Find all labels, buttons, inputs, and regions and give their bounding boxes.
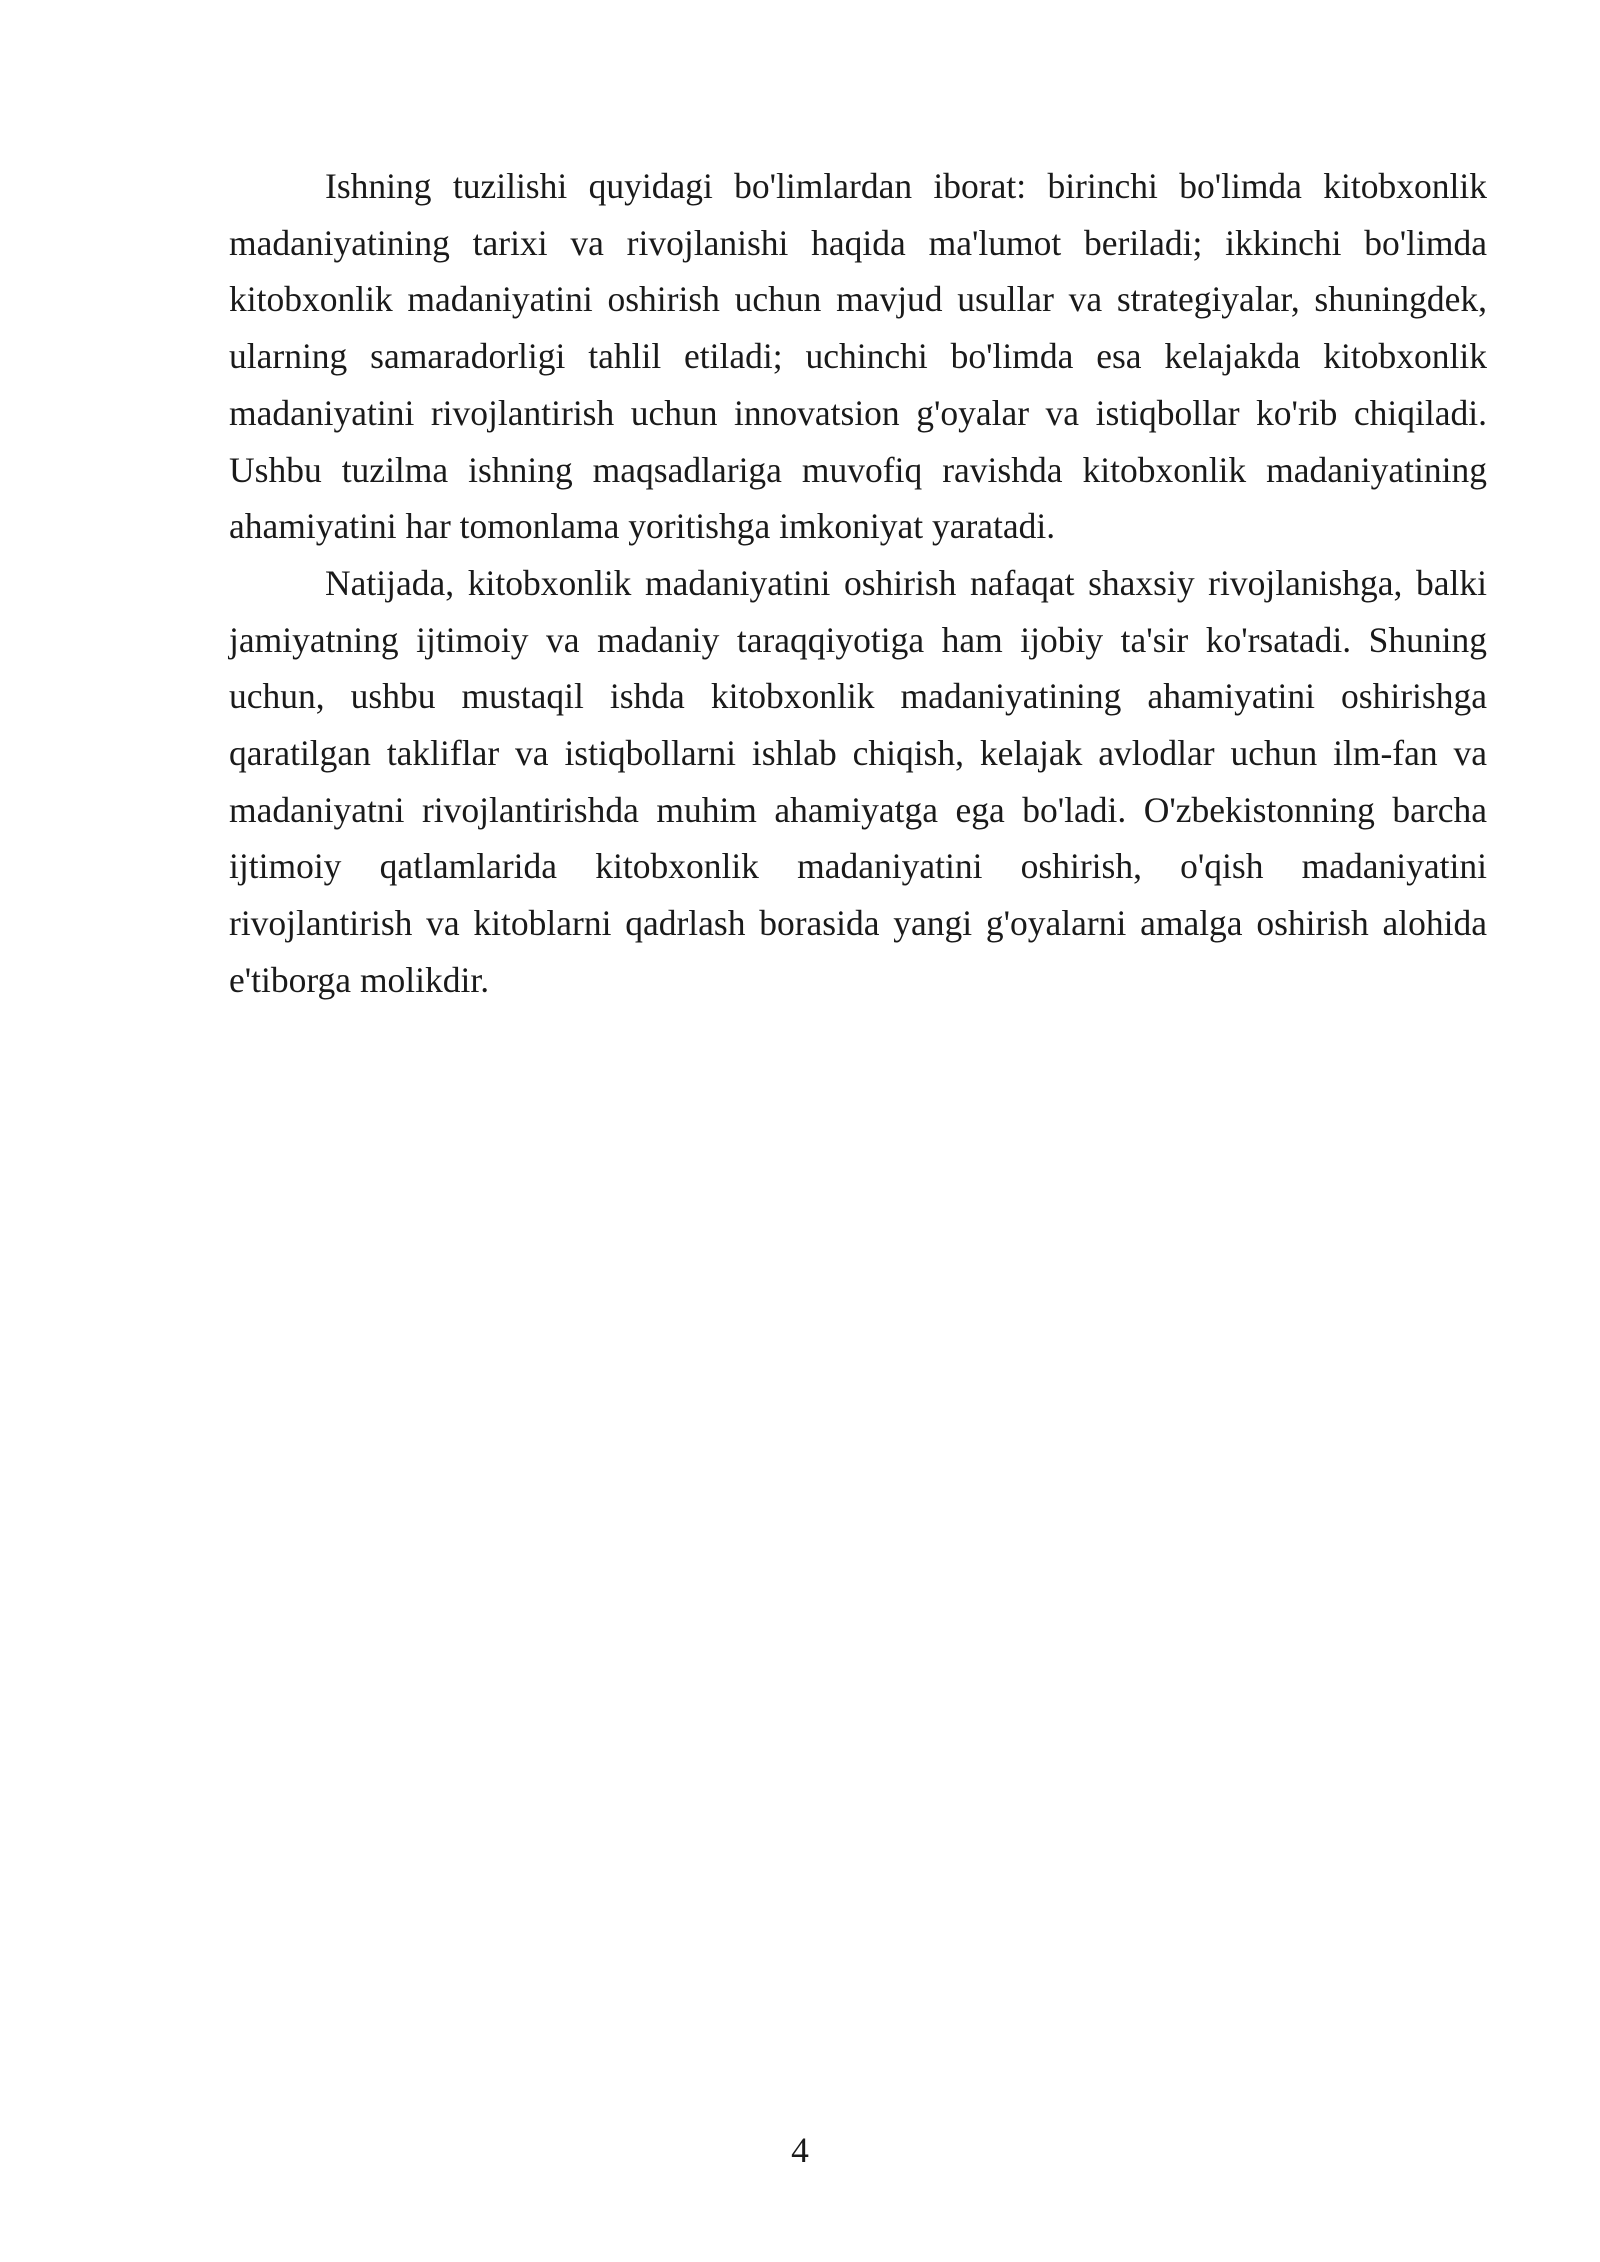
paragraph-conclusion: Natijada, kitobxonlik madaniyatini oshirish nafaqat shaxsiy rivojlanishga, balki jamiyatning ijtimoiy va madaniy taraqqiyotiga ham ijobiy ta'sir ko'rsatadi. Shuning uchun, ushbu mustaqil ishda kitobxonlik madaniyatining ahamiyatini oshirishga qaratilgan takliflar va istiqbollarni ishlab chiqish, kelajak avlodlar uchun ilm-fan va madaniyatni rivojlantirishda muhim ahamiyatga ega bo'ladi. O'zbekistonning barcha ijtimoiy qatlamlarida kitobxonlik madaniyatini oshirish, o'qish madaniyatini rivojlantirish va kitoblarni qadrlash borasida yangi g'oyalarni amalga oshirish alohida e'tiborga molikdir.	[229, 562, 1487, 1000]
body-text	[229, 158, 1487, 1009]
paragraph-structure: Ishning tuzilishi quyidagi bo'limlardan iborat: birinchi bo'limda kitobxonlik madaniyatining tarixi va rivojlanishi haqida ma'lumot beriladi; ikkinchi bo'limda kitobxonlik madaniyatini oshirish uchun mavjud usullar va strategiyalar, shuningdek, ularning samaradorligi tahlil etiladi; uchinchi bo'limda esa kelajakda kitobxonlik madaniyatini rivojlantirish uchun innovatsion g'oyalar va istiqbollar ko'rib chiqiladi. Ushbu tuzilma ishning maqsadlariga muvofiq ravishda kitobxonlik madaniyatining ahamiyatini har tomonlama yoritishga imkoniyat yaratadi.	[229, 166, 1487, 547]
page-number: 4	[791, 2130, 809, 2170]
